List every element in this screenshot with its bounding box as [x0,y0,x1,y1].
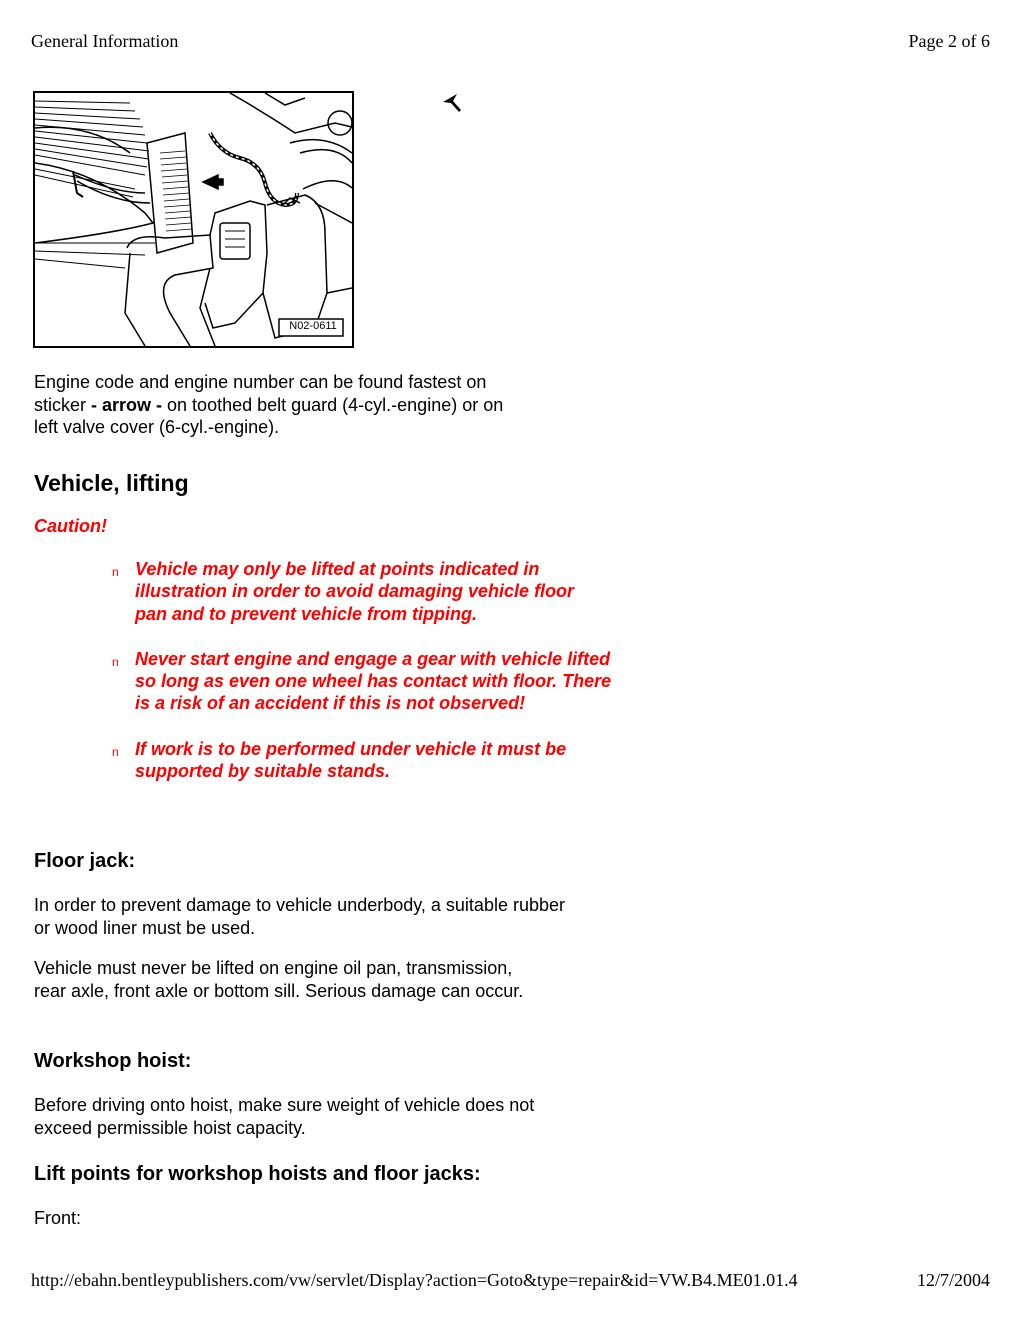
intro-text: sticker [34,394,92,415]
figure-code: N02-0611 [289,320,337,332]
caution-text: Vehicle may only be lifted at points indicated in illustration in order to avoid damaging vehicle floor pan and to prevent vehicle from tipping. [135,559,575,624]
caution-label: Caution! [34,516,107,536]
floor-jack-paragraph-1: In order to prevent damage to vehicle underbody, a suitable rubber or wood liner must be used. [34,895,565,938]
page-number: Page 2 of 6 [908,31,990,51]
header-title: General Information [31,31,179,51]
engine-illustration [33,91,354,348]
caution-text: If work is to be performed under vehicle it must be supported by suitable stands. [135,738,567,782]
intro-line-2 [34,394,574,417]
intro-paragraph [34,371,574,439]
bullet-icon: n [112,744,119,759]
bullet-icon: n [112,654,119,669]
heading-workshop-hoist: Workshop hoist: [34,1050,192,1072]
heading-lift-points: Lift points for workshop hoists and floor jacks: [34,1163,481,1185]
intro-text: on toothed belt guard (4-cyl.-engine) or on [162,394,504,415]
arrow-label: - arrow - [91,394,163,415]
footer-url[interactable]: http://ebahn.bentleypublishers.com/vw/servlet/Display?action=Goto&type=repair&id=VW.B4.ME01.01.4 [31,1270,798,1290]
list-item [112,558,592,625]
list-item [112,738,622,783]
caution-list [112,558,632,805]
workshop-hoist-paragraph: Before driving onto hoist, make sure weight of vehicle does not exceed permissible hoist capacity. [34,1095,535,1138]
arrow-left-icon[interactable] [441,90,463,114]
floor-jack-paragraph-2: Vehicle must never be lifted on engine oil pan, transmission, rear axle, front axle or bottom sill. Serious damage can occur. [34,958,524,1001]
front-label: Front: [34,1208,82,1228]
heading-floor-jack: Floor jack: [34,850,136,872]
heading-vehicle-lifting: Vehicle, lifting [34,470,189,496]
intro-line-3: left valve cover (6-cyl.-engine). [34,417,280,437]
footer-date: 12/7/2004 [916,1270,990,1290]
list-item [112,648,617,715]
bullet-icon: n [112,565,119,579]
caution-text: Never start engine and engage a gear with vehicle lifted so long as even one wheel has contact with floor. There is a risk of an accident if this is not observed! [135,648,612,714]
intro-line-1: Engine code and engine number can be found fastest on [34,372,487,392]
